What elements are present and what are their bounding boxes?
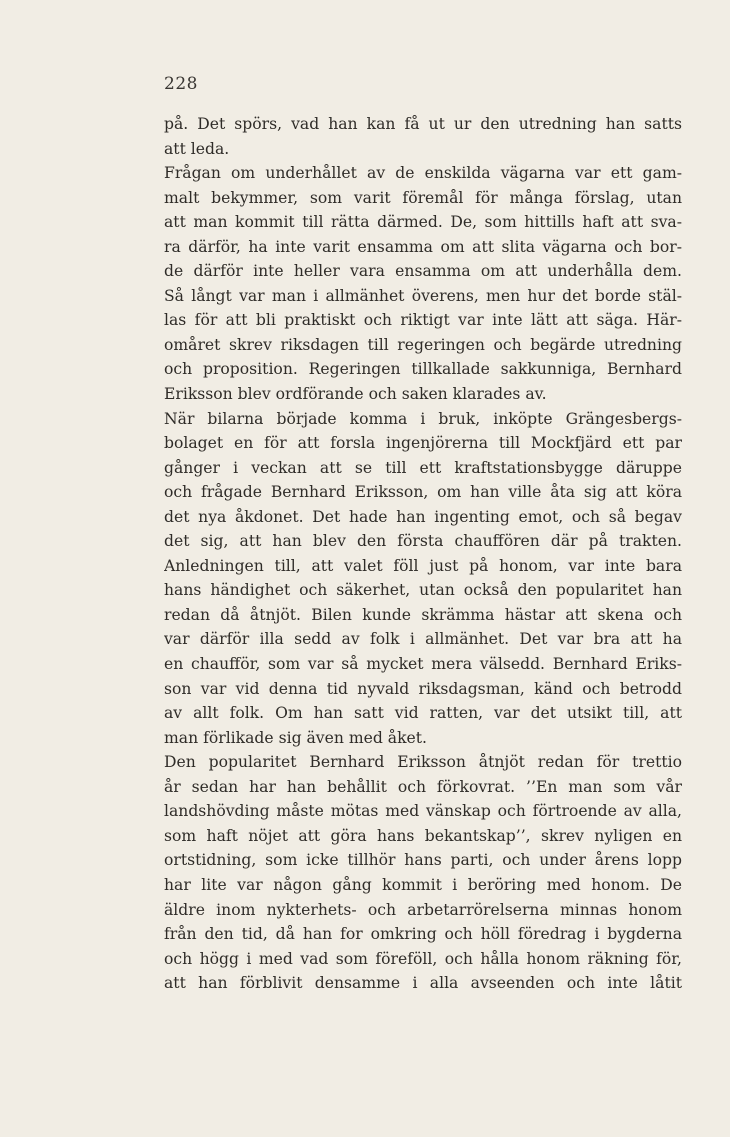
text-line: gånger i veckan att se till ett kraftstationsbygge däruppe: [164, 458, 682, 477]
text-line: hans händighet och säkerhet, utan också den popularitet han: [164, 581, 682, 600]
text-line: en chaufför, som var så mycket mera välsedd. Bernhard Eriks-: [164, 655, 682, 674]
text-line: bolaget en för att forsla ingenjörerna till Mockfjärd ett par: [164, 434, 682, 453]
text-line: las för att bli praktiskt och riktigt var inte lätt att säga. Här-: [164, 311, 682, 330]
text-line: på. Det spörs, vad han kan få ut ur den utredning han satts: [164, 115, 682, 133]
page-number: 228: [164, 74, 198, 94]
text-line: son var vid denna tid nyvald riksdagsman, känd och betrodd: [164, 679, 682, 698]
text-line: av allt folk. Om han satt vid ratten, var det utsikt till, att: [164, 704, 682, 723]
text-line: äldre inom nykterhets- och arbetarrörelserna minnas honom: [164, 900, 682, 919]
text-line: man förlikade sig även med åket.: [164, 728, 427, 747]
text-line: att han förblivit densamme i alla avseenden och inte låtit: [164, 974, 682, 993]
text-line: att man kommit till rätta därmed. De, som hittills haft att sva-: [164, 213, 682, 232]
text-line: ortstidning, som icke tillhör hans parti, och under årens lopp: [164, 851, 682, 870]
text-line: Så långt var man i allmänhet överens, men hur det borde stäl-: [164, 286, 682, 305]
text-line: från den tid, då han for omkring och höll föredrag i bygderna: [164, 925, 682, 944]
text-line: omåret skrev riksdagen till regeringen och begärde utredning: [164, 335, 682, 354]
body-text: [164, 112, 682, 996]
text-line: att leda.: [164, 139, 230, 158]
text-line: och högg i med vad som föreföll, och hålla honom räkning för,: [164, 949, 682, 968]
text-line: landshövding måste mötas med vänskap och förtroende av alla,: [164, 802, 682, 821]
text-line: När bilarna började komma i bruk, inköpte Grängesbergs-: [164, 409, 682, 428]
text-line: ra därför, ha inte varit ensamma om att slita vägarna och bor-: [164, 237, 682, 256]
text-line: malt bekymmer, som varit föremål för många förslag, utan: [164, 188, 682, 207]
text-line: Anledningen till, att valet föll just på honom, var inte bara: [164, 556, 682, 575]
text-line: var därför illa sedd av folk i allmänhet. Det var bra att ha: [164, 630, 682, 649]
text-line: som haft nöjet att göra hans bekantskap’’, skrev nyligen en: [164, 826, 682, 845]
text-line: och frågade Bernhard Eriksson, om han ville åta sig att köra: [164, 483, 682, 502]
text-line: Frågan om underhållet av de enskilda vägarna var ett gam-: [164, 164, 682, 183]
text-line: det sig, att han blev den första chauffören där på trakten.: [164, 532, 682, 551]
text-line: har lite var någon gång kommit i beröring med honom. De: [164, 875, 682, 894]
text-line: år sedan har han behållit och förkovrat. ’’En man som vår: [164, 777, 682, 796]
text-line: det nya åkdonet. Det hade han ingenting emot, och så begav: [164, 507, 682, 526]
text-line: Den popularitet Bernhard Eriksson åtnjöt redan för trettio: [164, 753, 682, 772]
text-line: Eriksson blev ordförande och saken klarades av.: [164, 385, 547, 404]
text-line: redan då åtnjöt. Bilen kunde skrämma hästar att skena och: [164, 605, 682, 624]
text-line: de därför inte heller vara ensamma om att underhålla dem.: [164, 262, 682, 281]
text-line: och proposition. Regeringen tillkallade sakkunniga, Bernhard: [164, 360, 682, 379]
